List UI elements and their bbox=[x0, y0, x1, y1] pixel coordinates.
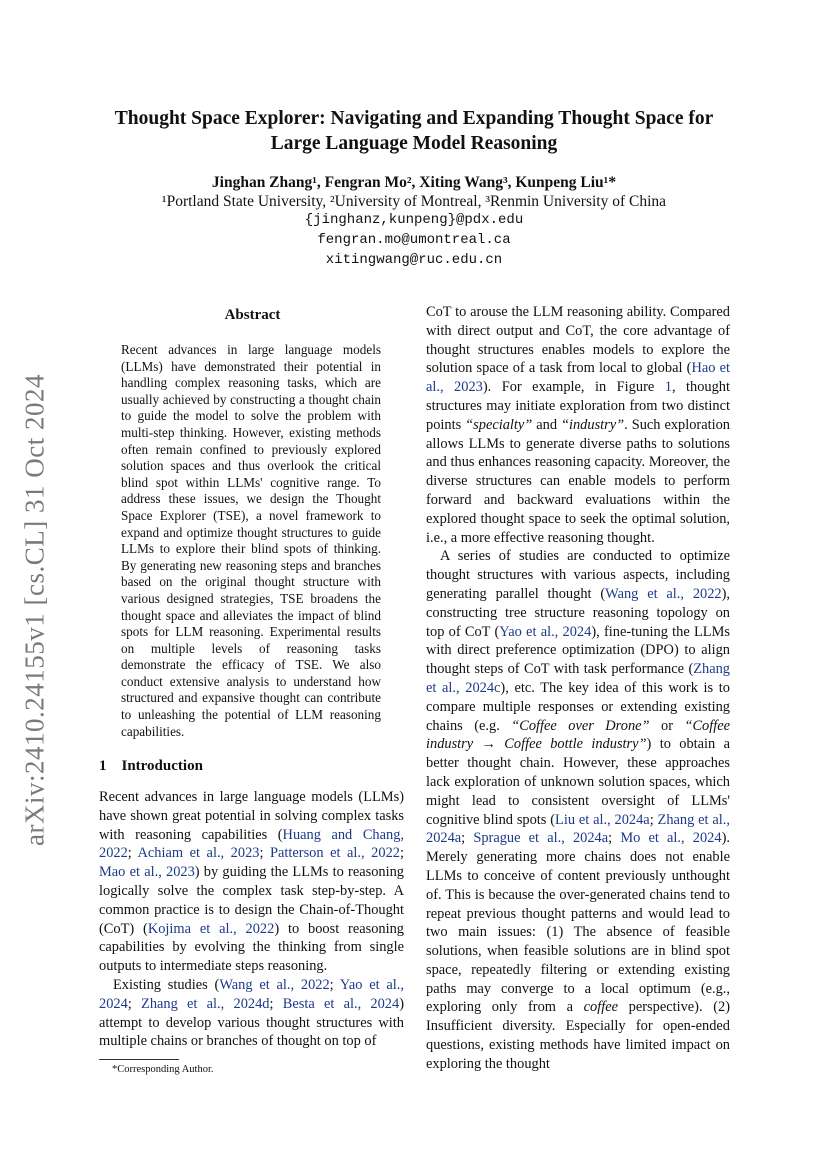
citation-link[interactable]: Sprague et al., 2024a bbox=[473, 830, 609, 847]
text-run: ) to obtain a better thought chain. However, these approaches lack exploration of unknown solution spaces, which might lead to consistent oversight of LLMs' cognitive blind spots ( bbox=[426, 736, 730, 828]
abstract-heading: Abstract bbox=[224, 307, 281, 323]
section-title: Introduction bbox=[121, 758, 203, 774]
citation-link[interactable]: Zhang et al., 2024c bbox=[426, 661, 730, 696]
citation-link[interactable]: Patterson et al., 2022 bbox=[270, 845, 400, 862]
citation-link[interactable]: Yao et al., 2024 bbox=[99, 976, 405, 1012]
abstract-body: Recent advances in large language models (LLMs) have demonstrated their potential in handling complex reasoning tasks, which are usually achieved by constructing a thought chain to guide the model to solve the problem with multi-step thinking. However, existing methods often remain confined to previously explored solution spaces and thus overlook the critical blind spot within LLMs' cognitive range. To address these issues, we design the Thought Space Explorer (TSE), a novel framework to expand and optimize thought structures to guide LLMs to explore their blind spots of thinking. By generating new reasoning steps and branches based on the original thought structure with various designed strategies, TSE broadens the thought space and alleviates the impact of blind spots for LLM reasoning. Experimental results on multiple levels of reasoning tasks demonstrate the efficacy of TSE. We also conduct extensive analysis to understand how structured and expansive thought can contribute to unleashing the potential of LLM reasoning capabilities. bbox=[121, 342, 381, 739]
text-run: ; bbox=[461, 830, 474, 847]
section-heading-introduction bbox=[99, 758, 203, 775]
citation-link[interactable]: Mo et al., 2024 bbox=[620, 830, 722, 847]
affiliations: ¹Portland State University, ²University of Montreal, ³Renmin University of China bbox=[161, 193, 667, 210]
citation-link[interactable]: Wang et al., 2022 bbox=[219, 976, 330, 993]
italic-text: “specialty” bbox=[465, 416, 533, 433]
text-run: ; bbox=[269, 995, 283, 1012]
italic-text: “industry” bbox=[560, 416, 625, 433]
text-run: ; bbox=[649, 811, 658, 828]
italic-text: “Coffee over Drone” bbox=[511, 717, 650, 734]
text-run: , thought structures may initiate exploration from two distinct points bbox=[426, 379, 730, 433]
intro-paragraph-1 bbox=[99, 788, 404, 976]
text-run: ), constructing tree structure reasoning topology on top of CoT ( bbox=[426, 585, 731, 640]
text-run: ; bbox=[127, 845, 138, 862]
citation-link[interactable]: Huang and Chang, 2022 bbox=[99, 826, 404, 862]
text-run: ; bbox=[329, 976, 340, 993]
intro-paragraph-3 bbox=[426, 303, 730, 547]
text-run: Recent advances in large language models (LLMs) have shown great potential in solving complex tasks with reasoning capabilities ( bbox=[99, 789, 404, 843]
figure-reference-link[interactable]: 1 bbox=[664, 379, 672, 396]
text-run: ) by guiding the LLMs to reasoning logically solve the complex task step-by-step. A common practice is to design the Chain-of-Thought (CoT) ( bbox=[99, 864, 404, 937]
email-3: xitingwang@ruc.edu.cn bbox=[325, 252, 503, 268]
text-run: ; bbox=[127, 995, 142, 1012]
intro-paragraph-2 bbox=[99, 976, 404, 1051]
text-run: or bbox=[649, 717, 685, 734]
text-run: ), etc. The key idea of this work is to compare multiple responses or extending existing chains (e.g. bbox=[426, 679, 730, 734]
footnote-rule bbox=[99, 1059, 179, 1060]
citation-link[interactable]: Zhang et al., 2024d bbox=[141, 995, 270, 1012]
paper-title bbox=[90, 106, 738, 156]
citation-link[interactable]: Achiam et al., 2023 bbox=[137, 845, 260, 862]
intro-paragraph-4 bbox=[426, 547, 730, 1073]
citation-link[interactable]: Wang et al., 2022 bbox=[605, 585, 722, 602]
citation-link[interactable]: Zhang et al., 2024a bbox=[426, 811, 730, 847]
text-run: ) to boost reasoning capabilities by evolving the thinking from single outputs to intermediate steps reasoning. bbox=[99, 920, 404, 975]
text-run: ; bbox=[399, 845, 404, 862]
text-run: perspective). (2) Insufficient diversity. Especially for open-ended questions, existing methods have limited impact on exploring the thought bbox=[426, 999, 730, 1072]
introduction-right-column bbox=[426, 303, 730, 1074]
title-line-1: Thought Space Explorer: Navigating and Expanding Thought Space for bbox=[114, 108, 714, 129]
text-run: ) attempt to develop various thought structures with multiple chains or branches of thought on top of bbox=[99, 995, 404, 1050]
text-run: and bbox=[532, 416, 561, 433]
email-2: fengran.mo@umontreal.ca bbox=[317, 232, 511, 248]
text-run: . Such exploration allows LLMs to generate diverse paths to solutions and thus enhances reasoning capacity. Moreover, the diverse structures can enable models to perform forward and backward evaluations within the explored thought space to seek the optimal solution, i.e., a more effective reasoning thought. bbox=[426, 416, 730, 546]
text-run: ), fine-tuning the LLMs with direct preference optimization (DPO) to align thought steps of CoT with task performance ( bbox=[426, 623, 730, 678]
introduction-left-column bbox=[99, 788, 404, 1051]
citation-link[interactable]: Hao et al., 2023 bbox=[426, 360, 730, 396]
section-number: 1 bbox=[99, 758, 107, 774]
citation-link[interactable]: Mao et al., 2023 bbox=[99, 864, 195, 881]
italic-text: coffee bbox=[583, 999, 619, 1016]
text-run: CoT to arouse the LLM reasoning ability. Compared with direct output and CoT, the core advantage of thought structures enables models to explore the solution space of a task from local to global ( bbox=[426, 304, 730, 377]
text-run: A series of studies are conducted to optimize thought structures with various aspects, including generating parallel thought ( bbox=[426, 548, 730, 602]
text-run: ). For example, in Figure bbox=[482, 379, 665, 396]
author-list: Jinghan Zhang¹, Fengran Mo², Xiting Wang³, Kunpeng Liu¹* bbox=[211, 174, 617, 191]
text-run: ; bbox=[608, 830, 621, 847]
italic-text: “Coffee industry → Coffee bottle industry” bbox=[426, 717, 731, 753]
citation-link[interactable]: Yao et al., 2024 bbox=[499, 623, 592, 640]
text-run: ). Merely generating more chains does not enable LLMs to conceive of content previously unthought of. This is because the over-generated chains tend to repeat previous thought patterns and would lead to two main issues: (1) The absence of feasible solutions, when feasible solutions are in blind spot space, repeatedly filtering or extending existing paths may converge to a local optimum (e.g., exploring only from a bbox=[426, 830, 730, 1016]
text-run: ; bbox=[259, 845, 271, 862]
footnote-corresponding-author: *Corresponding Author. bbox=[112, 1064, 214, 1075]
arxiv-id-text: arXiv:2410.24155v1 [cs.CL] 31 Oct 2024 bbox=[19, 374, 50, 846]
email-1: {jinghanz,kunpeng}@pdx.edu bbox=[304, 212, 524, 228]
citation-link[interactable]: Kojima et al., 2022 bbox=[147, 920, 275, 937]
text-run: Existing studies ( bbox=[113, 976, 220, 993]
title-line-2: Large Language Model Reasoning bbox=[270, 133, 558, 154]
citation-link[interactable]: Besta et al., 2024 bbox=[282, 995, 400, 1012]
citation-link[interactable]: Liu et al., 2024a bbox=[555, 811, 650, 828]
arxiv-identifier bbox=[10, 360, 60, 860]
